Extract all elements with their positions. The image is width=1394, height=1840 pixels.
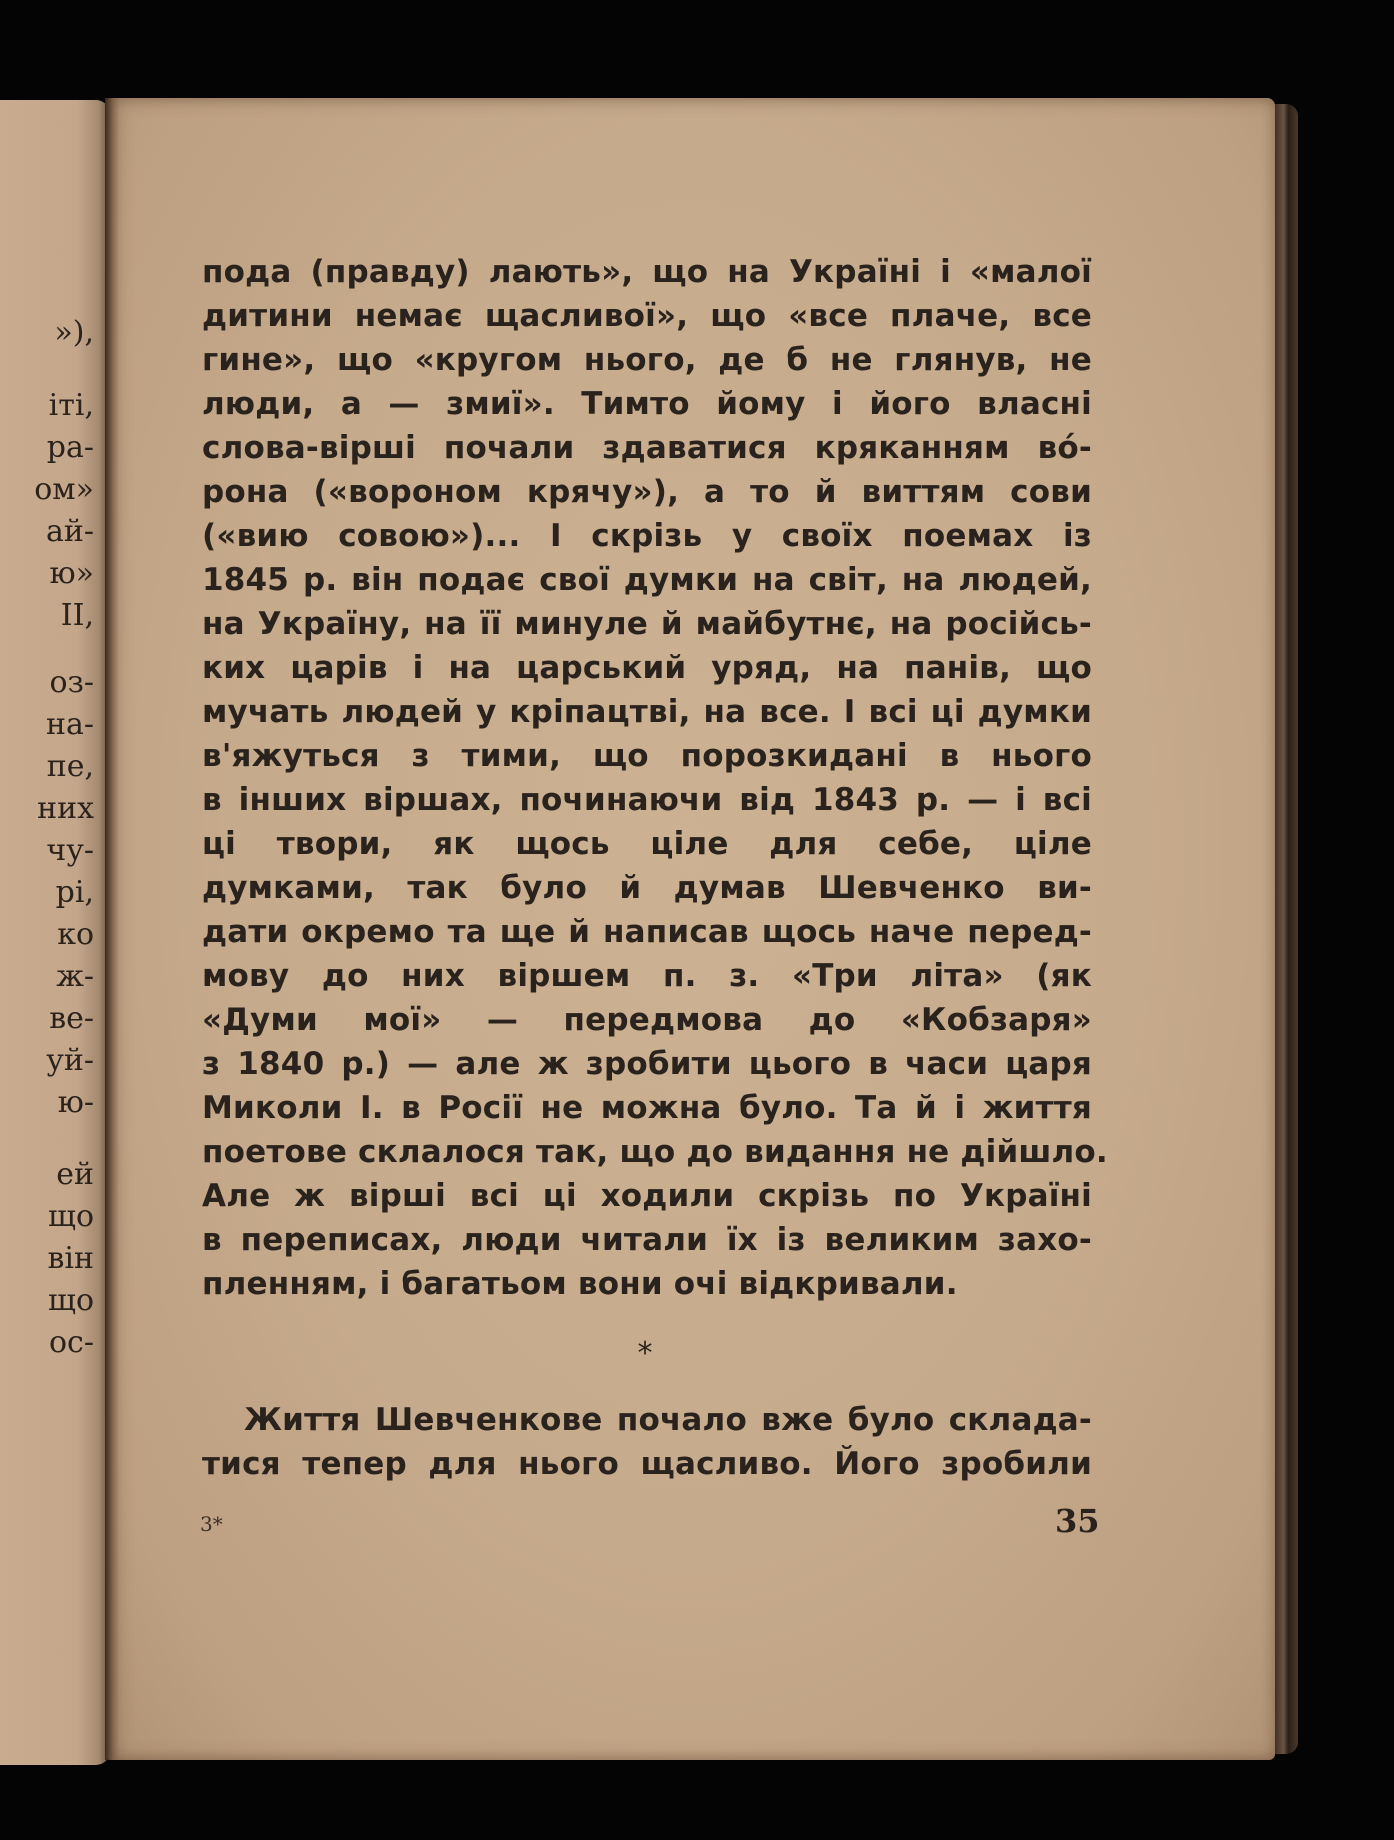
previous-page-fragment: »),	[54, 315, 94, 350]
text-line: («вию совою»)... І скрізь у своїх поемах із	[202, 518, 1092, 554]
section-separator: *	[637, 1336, 653, 1371]
text-line: гине», що «кругом нього, де б не глянув, не	[202, 342, 1092, 378]
text-line: на Україну, на її минуле й майбутнє, на російсь-	[202, 606, 1092, 642]
previous-page-fragment: уй-	[46, 1043, 94, 1078]
text-line: мучать людей у кріпацтві, на все. І всі ці думки	[202, 694, 1092, 730]
text-line: з 1840 р.) — але ж зробити цього в часи царя	[202, 1046, 1092, 1082]
previous-page-fragment: них	[37, 791, 94, 826]
previous-page-fragment: ос-	[49, 1325, 94, 1360]
previous-page-fragment: ра-	[46, 430, 94, 465]
previous-page-fragment: що	[48, 1283, 94, 1318]
text-line: Миколи І. в Росії не можна було. Та й і життя	[202, 1090, 1092, 1126]
previous-page-edge	[0, 100, 110, 1765]
previous-page-fragment: рі,	[55, 875, 94, 910]
text-line: в інших віршах, починаючи від 1843 р. — і всі	[202, 782, 1092, 818]
previous-page-fragment: ко	[57, 917, 94, 952]
text-line: 1845 р. він подає свої думки на світ, на людей,	[202, 562, 1092, 598]
text-line: думками, так було й думав Шевченко ви-	[202, 870, 1092, 906]
spine-shadow	[105, 98, 119, 1760]
previous-page-fragment: що	[48, 1199, 94, 1234]
previous-page-fragment: оз-	[49, 665, 94, 700]
previous-page-fragment: ве-	[49, 1001, 94, 1036]
text-line: дати окремо та ще й написав щось наче перед-	[202, 914, 1092, 950]
page-number: 35	[1055, 1502, 1100, 1540]
previous-page-fragment: ю»	[49, 556, 94, 591]
previous-page-fragment: чу-	[46, 833, 94, 868]
text-line: поетове склалося так, що до видання не дійшло.	[202, 1134, 1108, 1170]
previous-page-fragment: ай-	[45, 514, 94, 549]
text-line: в переписах, люди читали їх із великим захо-	[202, 1222, 1092, 1258]
main-text	[202, 250, 1108, 1306]
text-line: тися тепер для нього щасливо. Його зробили	[202, 1446, 1092, 1482]
previous-page-fragment: ом»	[34, 472, 94, 507]
text-line: рона («вороном крячу»), а то й виттям сови	[202, 474, 1092, 510]
text-line: ці твори, як щось ціле для себе, ціле	[202, 826, 1092, 862]
previous-page-fragment: пе,	[46, 749, 94, 784]
previous-page-fragment: на-	[45, 707, 94, 742]
printer-signature-mark: 3*	[200, 1512, 223, 1536]
text-line: в'яжуться з тими, що порозкидані в нього	[202, 738, 1092, 774]
text-line: люди, а — змиї». Тимто йому і його власні	[202, 386, 1092, 422]
page-stack-edge	[1274, 104, 1298, 1754]
previous-page-fragment: ж-	[56, 959, 94, 994]
text-line: дитини немає щасливої», що «все плаче, все	[202, 298, 1092, 334]
text-line: Життя Шевченкове почало вже було склада-	[244, 1402, 1092, 1438]
previous-page-fragment: ю-	[57, 1085, 94, 1120]
previous-page-fragment: іті,	[48, 388, 94, 423]
text-line: Але ж вірші всі ці ходили скрізь по Україні	[202, 1178, 1092, 1214]
text-line: пленням, і багатьом вони очі відкривали.	[202, 1266, 958, 1302]
text-line: пода (правду) лають», що на Україні і «малої	[202, 254, 1092, 290]
text-line: слова-вірші почали здаватися кряканням во́-	[202, 430, 1092, 466]
previous-page-fragment: він	[47, 1241, 94, 1276]
text-line: мову до них віршем п. з. «Три літа» (як	[202, 958, 1092, 994]
previous-page-fragment: II,	[60, 598, 94, 633]
second-paragraph	[202, 1398, 1092, 1486]
previous-page-fragment: ей	[56, 1157, 94, 1192]
text-line: «Думи мої» — передмова до «Кобзаря»	[202, 1002, 1092, 1038]
text-line: ких царів і на царський уряд, на панів, що	[202, 650, 1092, 686]
